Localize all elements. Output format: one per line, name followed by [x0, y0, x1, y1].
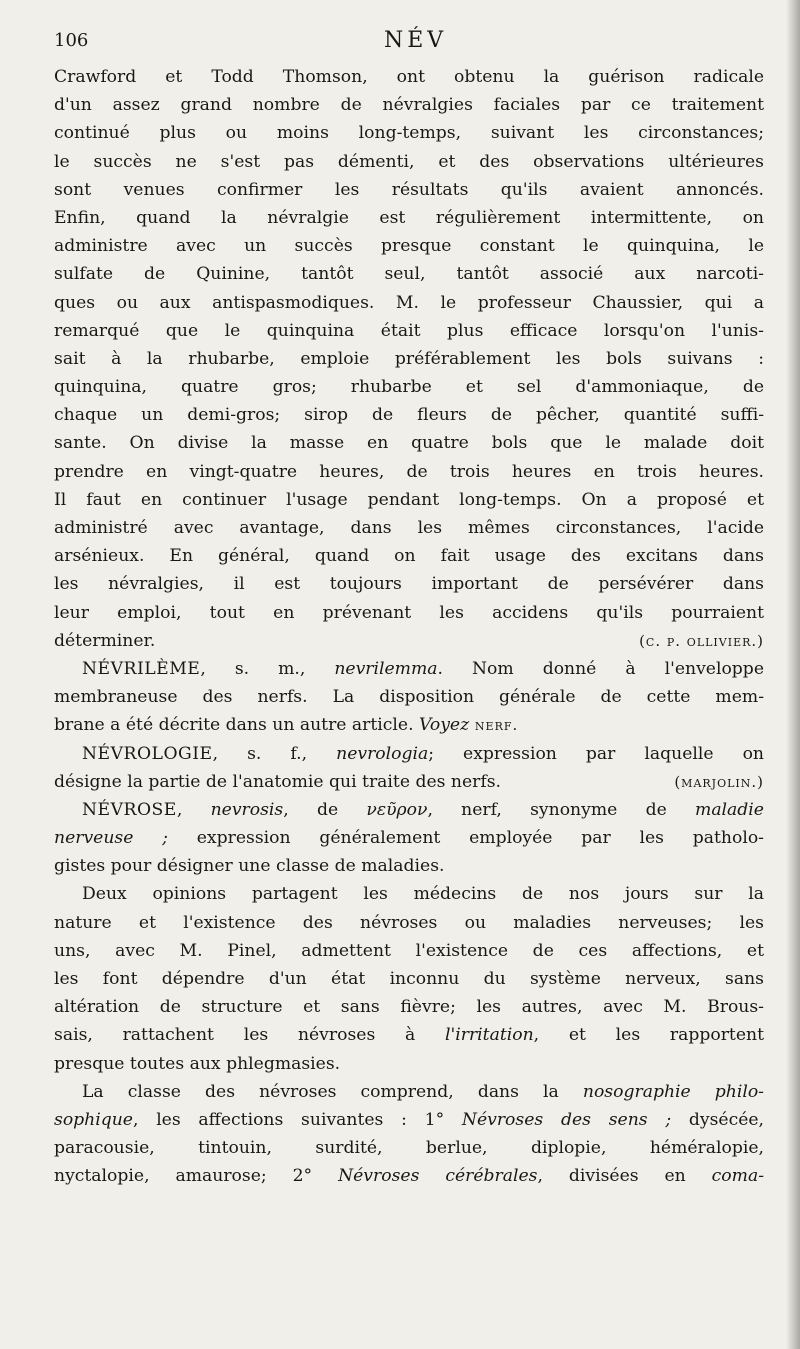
line-text: sont venues confirmer les résultats qu'ils avaient annoncés. [54, 179, 764, 200]
line-text: administré avec avantage, dans les mêmes circonstances, l'acide [54, 518, 764, 538]
italic-term: l'irritation [445, 1025, 534, 1046]
grammar-note: , s. m., [200, 658, 335, 679]
latin-term: nevrosis [210, 799, 284, 820]
line-text: administre avec un succès presque constant le quinquina, le [54, 236, 764, 257]
text-line [54, 599, 764, 627]
text-line [54, 345, 764, 373]
italic-term: Névroses des sens ; [461, 1109, 672, 1130]
text-line [54, 232, 764, 260]
line-text: presque toutes aux phlegmasies. [54, 1053, 341, 1074]
line-text: quinquina, quatre gros; rhubarbe et sel d'ammoniaque, de [54, 377, 764, 398]
line-text: d'un assez grand nombre de névralgies faciales par ce traitement [54, 95, 764, 116]
line-text: déterminer. [54, 630, 156, 651]
entry-nevrileme [54, 655, 764, 683]
line-text: remarqué que le quinquina était plus efficace lorsqu'on l'unis- [54, 320, 764, 341]
line-text: nature et l'existence des névroses ou maladies nerveuses; les [54, 912, 764, 933]
grammar-note: , [176, 799, 211, 820]
text-line [54, 63, 764, 91]
line-text: sante. On divise la masse en quatre bols que le malade doit [54, 433, 764, 454]
text-line [54, 289, 764, 317]
text-line [54, 1050, 764, 1078]
line-text: gistes pour désigner une classe de maladies. [54, 856, 445, 877]
text-line [54, 1106, 764, 1134]
text-line [54, 148, 764, 176]
text-line [54, 429, 764, 457]
body-text [54, 63, 764, 1191]
line-text: altération de structure et sans fièvre; les autres, avec M. Brous- [54, 997, 764, 1018]
text-line [54, 909, 764, 937]
line-text: prendre en vingt-quatre heures, de trois heures en trois heures. [54, 461, 764, 482]
line-text: sait à la rhubarbe, emploie préférablement les bols suivans : [54, 348, 764, 369]
text-line [54, 176, 764, 204]
line-text: Deux opinions partagent les médecins de nos jours sur la [82, 884, 764, 905]
text-line [54, 965, 764, 993]
text-line [54, 204, 764, 232]
text-line [54, 627, 764, 655]
page-edge-shadow [786, 0, 800, 1349]
line-text: expression généralement employée par les patholo- [167, 828, 764, 849]
italic-term: sophique [54, 1109, 133, 1130]
line-text: les névralgies, il est toujours important de persévérer dans [54, 574, 764, 595]
running-head: NÉV [384, 28, 448, 53]
line-text: ques ou aux antispasmodiques. M. le professeur Chaussier, qui a [54, 292, 764, 313]
text-line [54, 711, 764, 739]
line-text: , les affections suivantes : 1° [132, 1109, 462, 1130]
entry-headword: NÉVROSE [82, 799, 177, 820]
page-number: 106 [54, 30, 89, 51]
line-text: arsénieux. En général, quand on fait usage des excitans dans [54, 546, 764, 567]
grammar-note: , s. f., [212, 743, 337, 764]
line-text: Crawford et Todd Thomson, ont obtenu la guérison radicale [54, 67, 764, 87]
author-signature: (marjolin.) [674, 772, 764, 791]
text-line [54, 768, 764, 796]
line-text: chaque un demi-gros; sirop de fleurs de pêcher, quantité suffi- [54, 405, 764, 426]
entry-headword: NÉVROLOGIE [82, 743, 213, 764]
line-text: les font dépendre d'un état inconnu du système nerveux, sans [54, 969, 764, 989]
text-line [54, 1162, 764, 1190]
line-text: paracousie, tintouin, surdité, berlue, diplopie, héméralopie, [54, 1138, 764, 1159]
italic-term: coma- [711, 1166, 764, 1187]
text-line [54, 317, 764, 345]
text-line [54, 570, 764, 598]
text-line [54, 119, 764, 147]
line-text: membraneuse des nerfs. La disposition générale de cette mem- [54, 687, 764, 708]
page-header [54, 12, 754, 52]
text-line [54, 824, 764, 852]
text-line [54, 852, 764, 880]
entry-headword: NÉVRILÈME [82, 658, 201, 679]
italic-term: nosographie philo- [582, 1081, 764, 1102]
text-line [54, 937, 764, 965]
text-line [54, 542, 764, 570]
text-line [54, 91, 764, 119]
line-text: , et les rapportent [533, 1025, 764, 1046]
italic-term: nerveuse ; [54, 828, 168, 849]
author-signature: (c. p. ollivier.) [639, 631, 764, 650]
line-text: désigne la partie de l'anatomie qui traite des nerfs. [54, 771, 502, 792]
entry-nevrose [54, 796, 764, 824]
text-line [54, 401, 764, 429]
italic-term: maladie [695, 799, 764, 820]
line-text: ; expression par laquelle on [428, 743, 764, 764]
line-text: continué plus ou moins long-temps, suivant les circonstances; [54, 123, 764, 144]
line-text: leur emploi, tout en prévenant les accidens qu'ils pourraient [54, 602, 764, 623]
line-text: , divisées en [537, 1166, 712, 1187]
latin-term: nevrologia [336, 743, 429, 764]
line-text: , nerf, synonyme de [427, 799, 696, 820]
text-line [54, 683, 764, 711]
text-line [54, 880, 764, 908]
text-line [54, 1021, 764, 1049]
text-line [54, 486, 764, 514]
cross-reference-label: Voyez [419, 715, 470, 736]
entry-nevrologie [54, 740, 764, 768]
text-line [54, 993, 764, 1021]
line-text: uns, avec M. Pinel, admettent l'existence de ces affections, et [54, 940, 764, 961]
line-text: Il faut en continuer l'usage pendant long-temps. On a proposé et [54, 489, 764, 510]
greek-term: νεῦρον [366, 799, 428, 820]
text-line [54, 1078, 764, 1106]
text-line [54, 260, 764, 288]
line-text: La classe des névroses comprend, dans la [82, 1081, 583, 1102]
line-text: Enfin, quand la névralgie est régulièrement intermittente, on [54, 207, 764, 228]
text-line [54, 373, 764, 401]
line-text: nyctalopie, amaurose; 2° [54, 1166, 339, 1187]
cross-reference: nerf. [469, 716, 519, 735]
line-text: le succès ne s'est pas démenti, et des observations ultérieures [54, 151, 764, 172]
line-text: sulfate de Quinine, tantôt seul, tantôt associé aux narcoti- [54, 264, 764, 285]
line-text: , de [283, 799, 367, 820]
italic-term: Névroses cérébrales [338, 1166, 538, 1187]
text-line [54, 514, 764, 542]
line-text: . Nom donné à l'enveloppe [437, 658, 764, 679]
paragraph-nevralgie [54, 63, 764, 627]
text-line [54, 1134, 764, 1162]
line-text: brane a été décrite dans un autre article. [54, 715, 420, 736]
line-text: sais, rattachent les névroses à [54, 1025, 446, 1046]
latin-term: nevrilemma [334, 658, 438, 679]
line-text: dysécée, [671, 1109, 764, 1130]
text-line [54, 458, 764, 486]
